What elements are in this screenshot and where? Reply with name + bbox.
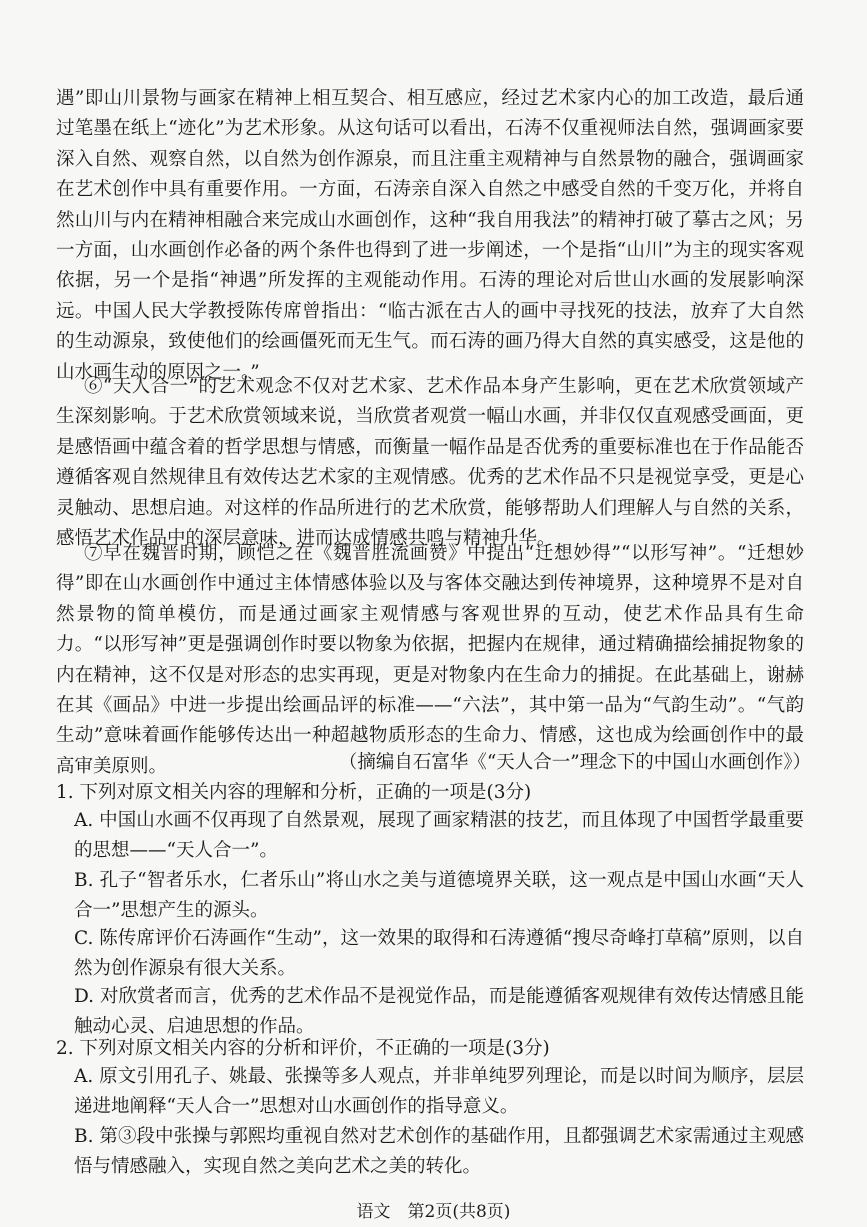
question-1-option-a: A. 中国山水画不仅再现了自然景观，展现了画家精湛的技艺，而且体现了中国哲学最重要的思想——“天人合一”。 — [74, 810, 804, 862]
question-1-option-b: B. 孔子“智者乐水，仁者乐山”将山水之美与道德境界关联，这一观点是中国山水画“天人合一”思想产生的源头。 — [74, 870, 804, 922]
paragraph-7: ⑦早在魏晋时期，顾恺之在《魏晋胜流画赞》中提出“迁想妙得”“以形写神”。“迁想妙得”即在山水画创作中通过主体情感体验以及与客体交融达到传神境界，这种境界不是对自然景物的简单模仿，而是通过画家主观情感与客观世界的互动，使艺术作品具有生命力。“以形写神”更是强调创作时要以物象为依据，把握内在规律，通过精确描绘捕捉物象的内在精神，这不仅是对形态的忠实再现，更是对物象内在生命力的捕捉。在此基础上，谢赫在其《画品》中进一步提出绘画品评的标准——“六法”，其中第一品为“气韵生动”。“气韵生动”意味着画作能够传达出一种超越物质形态的生命力、情感，这也成为绘画创作中的最高审美原则。 — [56, 543, 804, 777]
question-1-option-d: D. 对欣赏者而言，优秀的艺术作品不是视觉作品，而是能遵循客观规律有效传达情感且能触动心灵、启迪思想的作品。 — [74, 986, 804, 1038]
question-2-stem: 2. 下列对原文相关内容的分析和评价，不正确的一项是(3分) — [56, 1038, 550, 1059]
question-1-stem: 1. 下列对原文相关内容的理解和分析，正确的一项是(3分) — [56, 782, 532, 803]
paragraph-5-continued: 遇”即山川景物与画家在精神上相互契合、相互感应，经过艺术家内心的加工改造，最后通过笔墨在纸上“迹化”为艺术形象。从这句话可以看出，石涛不仅重视师法自然，强调画家要深入自然、观察自然，以自然为创作源泉，而且注重主观精神与自然景物的融合，强调画家在艺术创作中具有重要作用。一方面，石涛亲自深入自然之中感受自然的千变万化，并将自然山川与内在精神相融合来完成山水画创作，这种“我自用我法”的精神打破了摹古之风；另一方面，山水画创作必备的两个条件也得到了进一步阐述，一个是指“山川”为主的现实客观依据，另一个是指“神遇”所发挥的主观能动作用。石涛的理论对后世山水画的发展影响深远。中国人民大学教授陈传席曾指出：“临古派在古人的画中寻找死的技法，放弃了大自然的生动源泉，致使他们的绘画僵死而无生气。而石涛的画乃得大自然的真实感受，这是他的山水画生动的原因之一。” — [56, 88, 804, 383]
question-2-option-a: A. 原文引用孔子、姚最、张操等多人观点，并非单纯罗列理论，而是以时间为顺序，层层递进地阐释“天人合一”思想对山水画创作的指导意义。 — [74, 1066, 804, 1118]
page-footer: 语文 第2页(共8页) — [356, 1202, 511, 1222]
question-1-option-c: C. 陈传席评价石涛画作“生动”，这一效果的取得和石涛遵循“搜尽奇峰打草稿”原则，以自然为创作源泉有很大关系。 — [74, 928, 804, 980]
question-2-option-b: B. 第③段中张操与郭熙均重视自然对艺术创作的基础作用，且都强调艺术家需通过主观感悟与情感融入，实现自然之美向艺术之美的转化。 — [74, 1126, 804, 1178]
paragraph-6: ⑥“天人合一”的艺术观念不仅对艺术家、艺术作品本身产生影响，更在艺术欣赏领域产生深刻影响。于艺术欣赏领域来说，当欣赏者观赏一幅山水画，并非仅仅直观感受画面，更是感悟画中蕴含着的哲学思想与情感，而衡量一幅作品是否优秀的重要标准也在于作品能否遵循客观自然规律且有效传达艺术家的主观情感。优秀的艺术作品不只是视觉享受，更是心灵触动、思想启迪。对这样的作品所进行的艺术欣赏，能够帮助人们理解人与自然的关系，感悟艺术作品中的深层意味，进而达成情感共鸣与精神升华。 — [56, 376, 804, 550]
source-citation: （摘编自石富华《“天人合一”理念下的中国山水画创作》） — [338, 752, 811, 773]
